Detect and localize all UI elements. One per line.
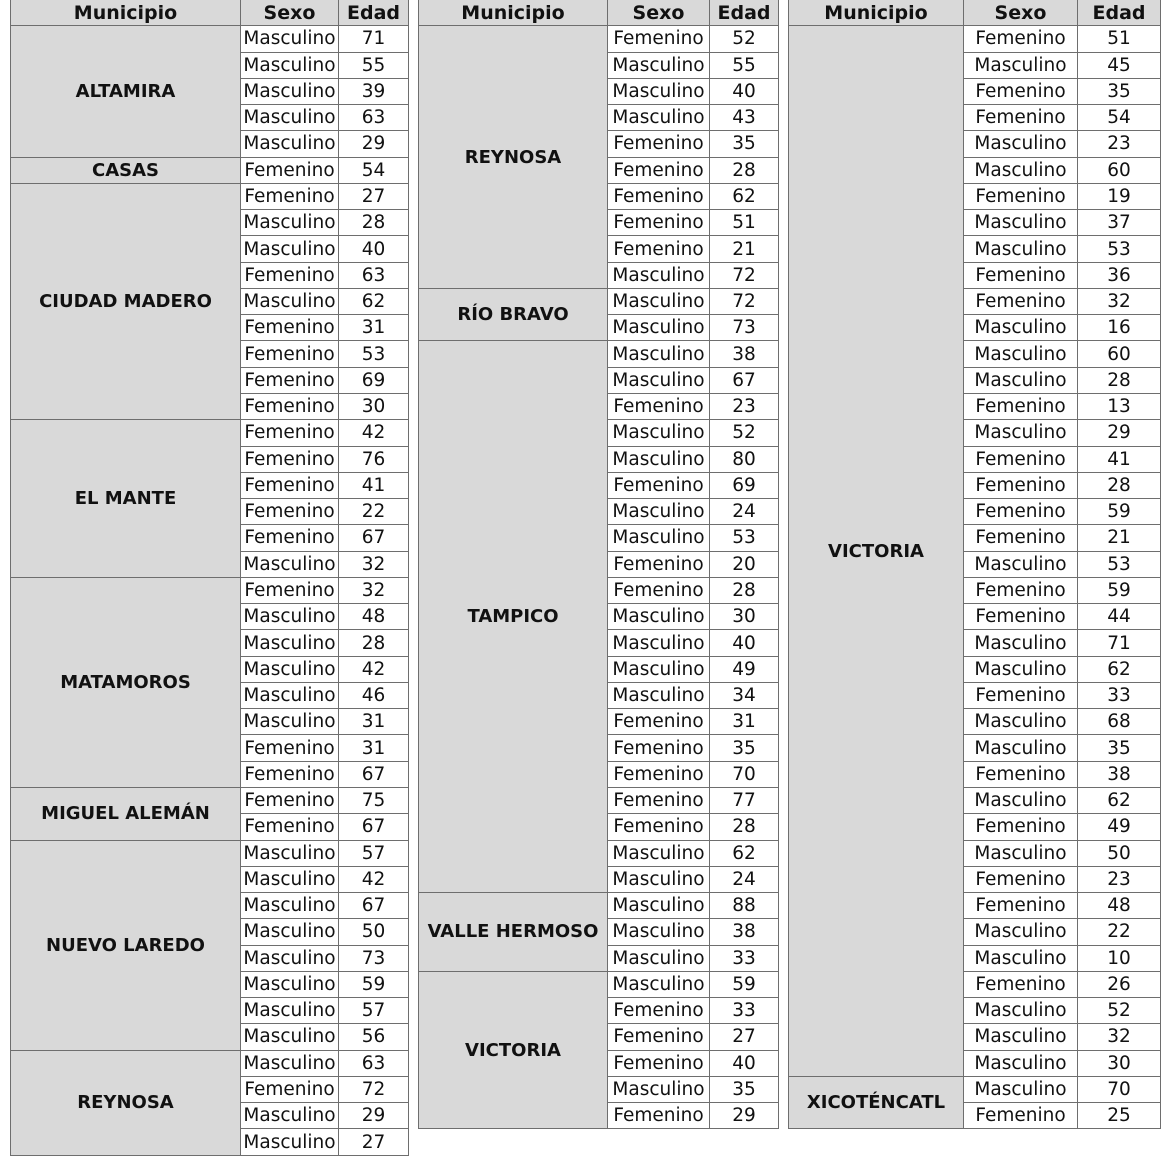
header-sexo: Sexo (608, 0, 710, 26)
edad-cell: 29 (710, 1103, 779, 1129)
sexo-cell: Femenino (241, 761, 339, 787)
sexo-cell: Masculino (241, 682, 339, 708)
edad-cell: 48 (339, 604, 409, 630)
edad-cell: 53 (1078, 551, 1161, 577)
edad-cell: 52 (710, 420, 779, 446)
edad-cell: 52 (710, 26, 779, 52)
sexo-cell: Masculino (241, 971, 339, 997)
edad-cell: 42 (339, 656, 409, 682)
sexo-cell: Masculino (608, 262, 710, 288)
sexo-cell: Femenino (241, 315, 339, 341)
sexo-cell: Femenino (241, 157, 339, 183)
edad-cell: 41 (1078, 446, 1161, 472)
sexo-cell: Femenino (241, 446, 339, 472)
edad-cell: 67 (339, 814, 409, 840)
municipio-cell: EL MANTE (11, 420, 241, 578)
edad-cell: 72 (710, 262, 779, 288)
table-row (419, 288, 779, 314)
table-row (11, 577, 409, 603)
edad-cell: 16 (1078, 315, 1161, 341)
edad-cell: 32 (339, 577, 409, 603)
sexo-cell: Masculino (964, 420, 1078, 446)
sexo-cell: Femenino (241, 472, 339, 498)
edad-cell: 53 (1078, 236, 1161, 262)
edad-cell: 73 (339, 945, 409, 971)
sexo-cell: Masculino (608, 446, 710, 472)
municipio-cell: TAMPICO (419, 341, 608, 893)
sexo-cell: Femenino (608, 472, 710, 498)
sexo-cell: Masculino (608, 604, 710, 630)
sexo-cell: Femenino (964, 971, 1078, 997)
sexo-cell: Femenino (964, 499, 1078, 525)
edad-cell: 45 (1078, 52, 1161, 78)
header-edad: Edad (1078, 0, 1161, 26)
edad-cell: 53 (339, 341, 409, 367)
edad-cell: 41 (339, 472, 409, 498)
edad-cell: 28 (1078, 367, 1161, 393)
edad-cell: 33 (710, 998, 779, 1024)
edad-cell: 57 (339, 840, 409, 866)
sexo-cell: Masculino (608, 971, 710, 997)
edad-cell: 23 (1078, 131, 1161, 157)
edad-cell: 28 (710, 814, 779, 840)
sexo-cell: Femenino (608, 787, 710, 813)
table-row (419, 26, 779, 52)
sexo-cell: Masculino (241, 1050, 339, 1076)
table-row (789, 26, 1161, 52)
sexo-cell: Masculino (964, 131, 1078, 157)
sexo-cell: Masculino (241, 919, 339, 945)
edad-cell: 22 (1078, 919, 1161, 945)
sexo-cell: Masculino (964, 998, 1078, 1024)
sexo-cell: Femenino (964, 472, 1078, 498)
edad-cell: 60 (1078, 157, 1161, 183)
sexo-cell: Femenino (608, 131, 710, 157)
sexo-cell: Femenino (964, 814, 1078, 840)
sexo-cell: Masculino (608, 682, 710, 708)
sexo-cell: Femenino (608, 577, 710, 603)
edad-cell: 57 (339, 998, 409, 1024)
edad-cell: 30 (1078, 1050, 1161, 1076)
sexo-cell: Femenino (964, 893, 1078, 919)
edad-cell: 28 (339, 630, 409, 656)
edad-cell: 24 (710, 866, 779, 892)
edad-cell: 46 (339, 682, 409, 708)
sexo-cell: Masculino (964, 919, 1078, 945)
sexo-cell: Femenino (241, 393, 339, 419)
edad-cell: 35 (710, 131, 779, 157)
edad-cell: 63 (339, 105, 409, 131)
edad-cell: 56 (339, 1024, 409, 1050)
sexo-cell: Masculino (241, 131, 339, 157)
sexo-cell: Masculino (608, 1076, 710, 1102)
edad-cell: 50 (1078, 840, 1161, 866)
edad-cell: 62 (1078, 787, 1161, 813)
sexo-cell: Femenino (964, 761, 1078, 787)
table-header-row (11, 0, 409, 26)
sexo-cell: Masculino (964, 210, 1078, 236)
edad-cell: 32 (1078, 288, 1161, 314)
edad-cell: 42 (339, 866, 409, 892)
edad-cell: 38 (710, 341, 779, 367)
header-municipio: Municipio (11, 0, 241, 26)
edad-cell: 31 (339, 315, 409, 341)
edad-cell: 35 (710, 735, 779, 761)
header-edad: Edad (339, 0, 409, 26)
sexo-cell: Femenino (241, 420, 339, 446)
sexo-cell: Masculino (964, 52, 1078, 78)
municipio-cell: MIGUEL ALEMÁN (11, 787, 241, 840)
edad-cell: 68 (1078, 709, 1161, 735)
table-row (11, 420, 409, 446)
sexo-cell: Femenino (608, 1103, 710, 1129)
edad-cell: 36 (1078, 262, 1161, 288)
data-table-1 (10, 0, 409, 1156)
edad-cell: 62 (710, 183, 779, 209)
edad-cell: 71 (1078, 630, 1161, 656)
sexo-cell: Masculino (241, 288, 339, 314)
edad-cell: 67 (339, 893, 409, 919)
sexo-cell: Masculino (241, 210, 339, 236)
sexo-cell: Femenino (964, 525, 1078, 551)
edad-cell: 10 (1078, 945, 1161, 971)
municipio-cell: RÍO BRAVO (419, 288, 608, 341)
edad-cell: 59 (710, 971, 779, 997)
municipio-cell: XICOTÉNCATL (789, 1076, 964, 1129)
table-row (419, 341, 779, 367)
edad-cell: 21 (1078, 525, 1161, 551)
sexo-cell: Masculino (964, 945, 1078, 971)
edad-cell: 73 (710, 315, 779, 341)
edad-cell: 37 (1078, 210, 1161, 236)
sexo-cell: Masculino (964, 709, 1078, 735)
sexo-cell: Femenino (964, 577, 1078, 603)
edad-cell: 75 (339, 787, 409, 813)
edad-cell: 40 (710, 78, 779, 104)
edad-cell: 25 (1078, 1103, 1161, 1129)
edad-cell: 54 (339, 157, 409, 183)
edad-cell: 28 (339, 210, 409, 236)
sexo-cell: Masculino (964, 157, 1078, 183)
sexo-cell: Masculino (241, 105, 339, 131)
sexo-cell: Femenino (964, 393, 1078, 419)
edad-cell: 70 (1078, 1076, 1161, 1102)
edad-cell: 31 (710, 709, 779, 735)
sexo-cell: Femenino (964, 262, 1078, 288)
sexo-cell: Femenino (241, 814, 339, 840)
edad-cell: 13 (1078, 393, 1161, 419)
edad-cell: 49 (710, 656, 779, 682)
edad-cell: 29 (339, 131, 409, 157)
table-row (11, 787, 409, 813)
sexo-cell: Femenino (241, 577, 339, 603)
edad-cell: 27 (339, 1129, 409, 1155)
edad-cell: 26 (1078, 971, 1161, 997)
edad-cell: 34 (710, 682, 779, 708)
edad-cell: 38 (1078, 761, 1161, 787)
sexo-cell: Masculino (608, 52, 710, 78)
sexo-cell: Masculino (608, 630, 710, 656)
edad-cell: 59 (1078, 577, 1161, 603)
sexo-cell: Masculino (241, 709, 339, 735)
sexo-cell: Masculino (964, 735, 1078, 761)
sexo-cell: Masculino (241, 840, 339, 866)
sexo-cell: Masculino (608, 840, 710, 866)
sexo-cell: Masculino (241, 893, 339, 919)
table-row (11, 1050, 409, 1076)
municipio-cell: MATAMOROS (11, 577, 241, 787)
sexo-cell: Masculino (608, 945, 710, 971)
sexo-cell: Masculino (241, 998, 339, 1024)
sexo-cell: Masculino (964, 236, 1078, 262)
edad-cell: 67 (339, 525, 409, 551)
edad-cell: 76 (339, 446, 409, 472)
sexo-cell: Masculino (241, 78, 339, 104)
sexo-cell: Masculino (964, 787, 1078, 813)
table-header-row (789, 0, 1161, 26)
edad-cell: 77 (710, 787, 779, 813)
sexo-cell: Masculino (608, 656, 710, 682)
edad-cell: 53 (710, 525, 779, 551)
table-row (11, 26, 409, 52)
edad-cell: 59 (339, 971, 409, 997)
municipio-cell: CASAS (11, 157, 241, 183)
sexo-cell: Femenino (608, 183, 710, 209)
sexo-cell: Femenino (608, 393, 710, 419)
sexo-cell: Femenino (608, 210, 710, 236)
edad-cell: 62 (710, 840, 779, 866)
edad-cell: 59 (1078, 499, 1161, 525)
header-edad: Edad (710, 0, 779, 26)
sexo-cell: Femenino (241, 183, 339, 209)
sexo-cell: Masculino (241, 866, 339, 892)
edad-cell: 51 (710, 210, 779, 236)
sexo-cell: Femenino (608, 26, 710, 52)
sexo-cell: Femenino (608, 1024, 710, 1050)
sexo-cell: Masculino (964, 1024, 1078, 1050)
sexo-cell: Femenino (964, 288, 1078, 314)
sexo-cell: Femenino (241, 1076, 339, 1102)
sexo-cell: Femenino (241, 341, 339, 367)
edad-cell: 48 (1078, 893, 1161, 919)
sexo-cell: Femenino (608, 761, 710, 787)
edad-cell: 72 (339, 1076, 409, 1102)
sexo-cell: Masculino (964, 656, 1078, 682)
sexo-cell: Femenino (608, 709, 710, 735)
edad-cell: 30 (710, 604, 779, 630)
sexo-cell: Masculino (964, 551, 1078, 577)
edad-cell: 28 (710, 577, 779, 603)
edad-cell: 31 (339, 709, 409, 735)
edad-cell: 54 (1078, 105, 1161, 131)
data-table-2 (418, 0, 779, 1129)
edad-cell: 29 (339, 1103, 409, 1129)
edad-cell: 71 (339, 26, 409, 52)
header-municipio: Municipio (789, 0, 964, 26)
edad-cell: 55 (710, 52, 779, 78)
sexo-cell: Masculino (241, 604, 339, 630)
header-sexo: Sexo (964, 0, 1078, 26)
sexo-cell: Femenino (241, 787, 339, 813)
edad-cell: 80 (710, 446, 779, 472)
sexo-cell: Masculino (241, 236, 339, 262)
header-municipio: Municipio (419, 0, 608, 26)
edad-cell: 35 (1078, 735, 1161, 761)
sexo-cell: Femenino (608, 814, 710, 840)
sexo-cell: Masculino (241, 1129, 339, 1155)
edad-cell: 63 (339, 262, 409, 288)
edad-cell: 62 (339, 288, 409, 314)
edad-cell: 33 (1078, 682, 1161, 708)
edad-cell: 27 (339, 183, 409, 209)
sexo-cell: Femenino (608, 157, 710, 183)
sexo-cell: Masculino (608, 499, 710, 525)
sexo-cell: Femenino (608, 998, 710, 1024)
municipio-cell: REYNOSA (11, 1050, 241, 1155)
sexo-cell: Femenino (964, 78, 1078, 104)
edad-cell: 35 (710, 1076, 779, 1102)
sexo-cell: Femenino (964, 105, 1078, 131)
sexo-cell: Masculino (964, 341, 1078, 367)
sexo-cell: Femenino (241, 735, 339, 761)
edad-cell: 28 (1078, 472, 1161, 498)
sexo-cell: Femenino (608, 735, 710, 761)
sexo-cell: Masculino (964, 1076, 1078, 1102)
sexo-cell: Femenino (964, 1103, 1078, 1129)
sexo-cell: Femenino (608, 236, 710, 262)
sexo-cell: Femenino (608, 1050, 710, 1076)
edad-cell: 70 (710, 761, 779, 787)
edad-cell: 28 (710, 157, 779, 183)
edad-cell: 40 (710, 1050, 779, 1076)
sexo-cell: Femenino (608, 551, 710, 577)
sexo-cell: Masculino (608, 893, 710, 919)
data-table-3 (788, 0, 1161, 1129)
edad-cell: 67 (339, 761, 409, 787)
sexo-cell: Masculino (241, 551, 339, 577)
edad-cell: 38 (710, 919, 779, 945)
edad-cell: 40 (339, 236, 409, 262)
municipio-cell: VICTORIA (419, 971, 608, 1129)
edad-cell: 43 (710, 105, 779, 131)
edad-cell: 22 (339, 499, 409, 525)
sexo-cell: Femenino (964, 604, 1078, 630)
sexo-cell: Masculino (964, 367, 1078, 393)
sexo-cell: Femenino (241, 367, 339, 393)
municipio-cell: REYNOSA (419, 26, 608, 289)
table-row (419, 893, 779, 919)
sexo-cell: Masculino (964, 840, 1078, 866)
edad-cell: 32 (339, 551, 409, 577)
sexo-cell: Femenino (964, 26, 1078, 52)
edad-cell: 62 (1078, 656, 1161, 682)
edad-cell: 69 (710, 472, 779, 498)
sexo-cell: Masculino (608, 105, 710, 131)
sexo-cell: Femenino (964, 446, 1078, 472)
sexo-cell: Masculino (608, 78, 710, 104)
sexo-cell: Masculino (241, 945, 339, 971)
edad-cell: 23 (710, 393, 779, 419)
sexo-cell: Masculino (241, 1024, 339, 1050)
edad-cell: 49 (1078, 814, 1161, 840)
sexo-cell: Masculino (964, 630, 1078, 656)
header-sexo: Sexo (241, 0, 339, 26)
edad-cell: 63 (339, 1050, 409, 1076)
edad-cell: 30 (339, 393, 409, 419)
edad-cell: 72 (710, 288, 779, 314)
table-row (11, 157, 409, 183)
municipio-cell: VALLE HERMOSO (419, 893, 608, 972)
municipio-cell: ALTAMIRA (11, 26, 241, 157)
sexo-cell: Femenino (241, 525, 339, 551)
edad-cell: 67 (710, 367, 779, 393)
sexo-cell: Masculino (608, 341, 710, 367)
sexo-cell: Masculino (608, 420, 710, 446)
edad-cell: 19 (1078, 183, 1161, 209)
sexo-cell: Masculino (241, 1103, 339, 1129)
edad-cell: 88 (710, 893, 779, 919)
edad-cell: 33 (710, 945, 779, 971)
edad-cell: 52 (1078, 998, 1161, 1024)
sexo-cell: Masculino (608, 866, 710, 892)
edad-cell: 40 (710, 630, 779, 656)
table-row (11, 840, 409, 866)
sexo-cell: Masculino (964, 1050, 1078, 1076)
edad-cell: 51 (1078, 26, 1161, 52)
sexo-cell: Masculino (608, 525, 710, 551)
edad-cell: 44 (1078, 604, 1161, 630)
sexo-cell: Masculino (241, 26, 339, 52)
edad-cell: 39 (339, 78, 409, 104)
edad-cell: 21 (710, 236, 779, 262)
edad-cell: 42 (339, 420, 409, 446)
sexo-cell: Masculino (608, 315, 710, 341)
edad-cell: 23 (1078, 866, 1161, 892)
edad-cell: 50 (339, 919, 409, 945)
edad-cell: 20 (710, 551, 779, 577)
edad-cell: 31 (339, 735, 409, 761)
edad-cell: 32 (1078, 1024, 1161, 1050)
municipio-cell: NUEVO LAREDO (11, 840, 241, 1050)
edad-cell: 27 (710, 1024, 779, 1050)
edad-cell: 24 (710, 499, 779, 525)
table-row (11, 183, 409, 209)
sexo-cell: Masculino (241, 52, 339, 78)
sexo-cell: Femenino (964, 183, 1078, 209)
edad-cell: 55 (339, 52, 409, 78)
edad-cell: 35 (1078, 78, 1161, 104)
sexo-cell: Masculino (608, 288, 710, 314)
municipio-cell: CIUDAD MADERO (11, 183, 241, 419)
sexo-cell: Femenino (964, 682, 1078, 708)
edad-cell: 60 (1078, 341, 1161, 367)
municipio-cell: VICTORIA (789, 26, 964, 1077)
sexo-cell: Femenino (241, 499, 339, 525)
sexo-cell: Masculino (241, 656, 339, 682)
sexo-cell: Masculino (608, 367, 710, 393)
edad-cell: 29 (1078, 420, 1161, 446)
table-row (419, 971, 779, 997)
sexo-cell: Masculino (241, 630, 339, 656)
table-row (789, 1076, 1161, 1102)
table-header-row (419, 0, 779, 26)
sexo-cell: Masculino (964, 315, 1078, 341)
edad-cell: 69 (339, 367, 409, 393)
sexo-cell: Femenino (964, 866, 1078, 892)
sexo-cell: Femenino (241, 262, 339, 288)
sexo-cell: Masculino (608, 919, 710, 945)
